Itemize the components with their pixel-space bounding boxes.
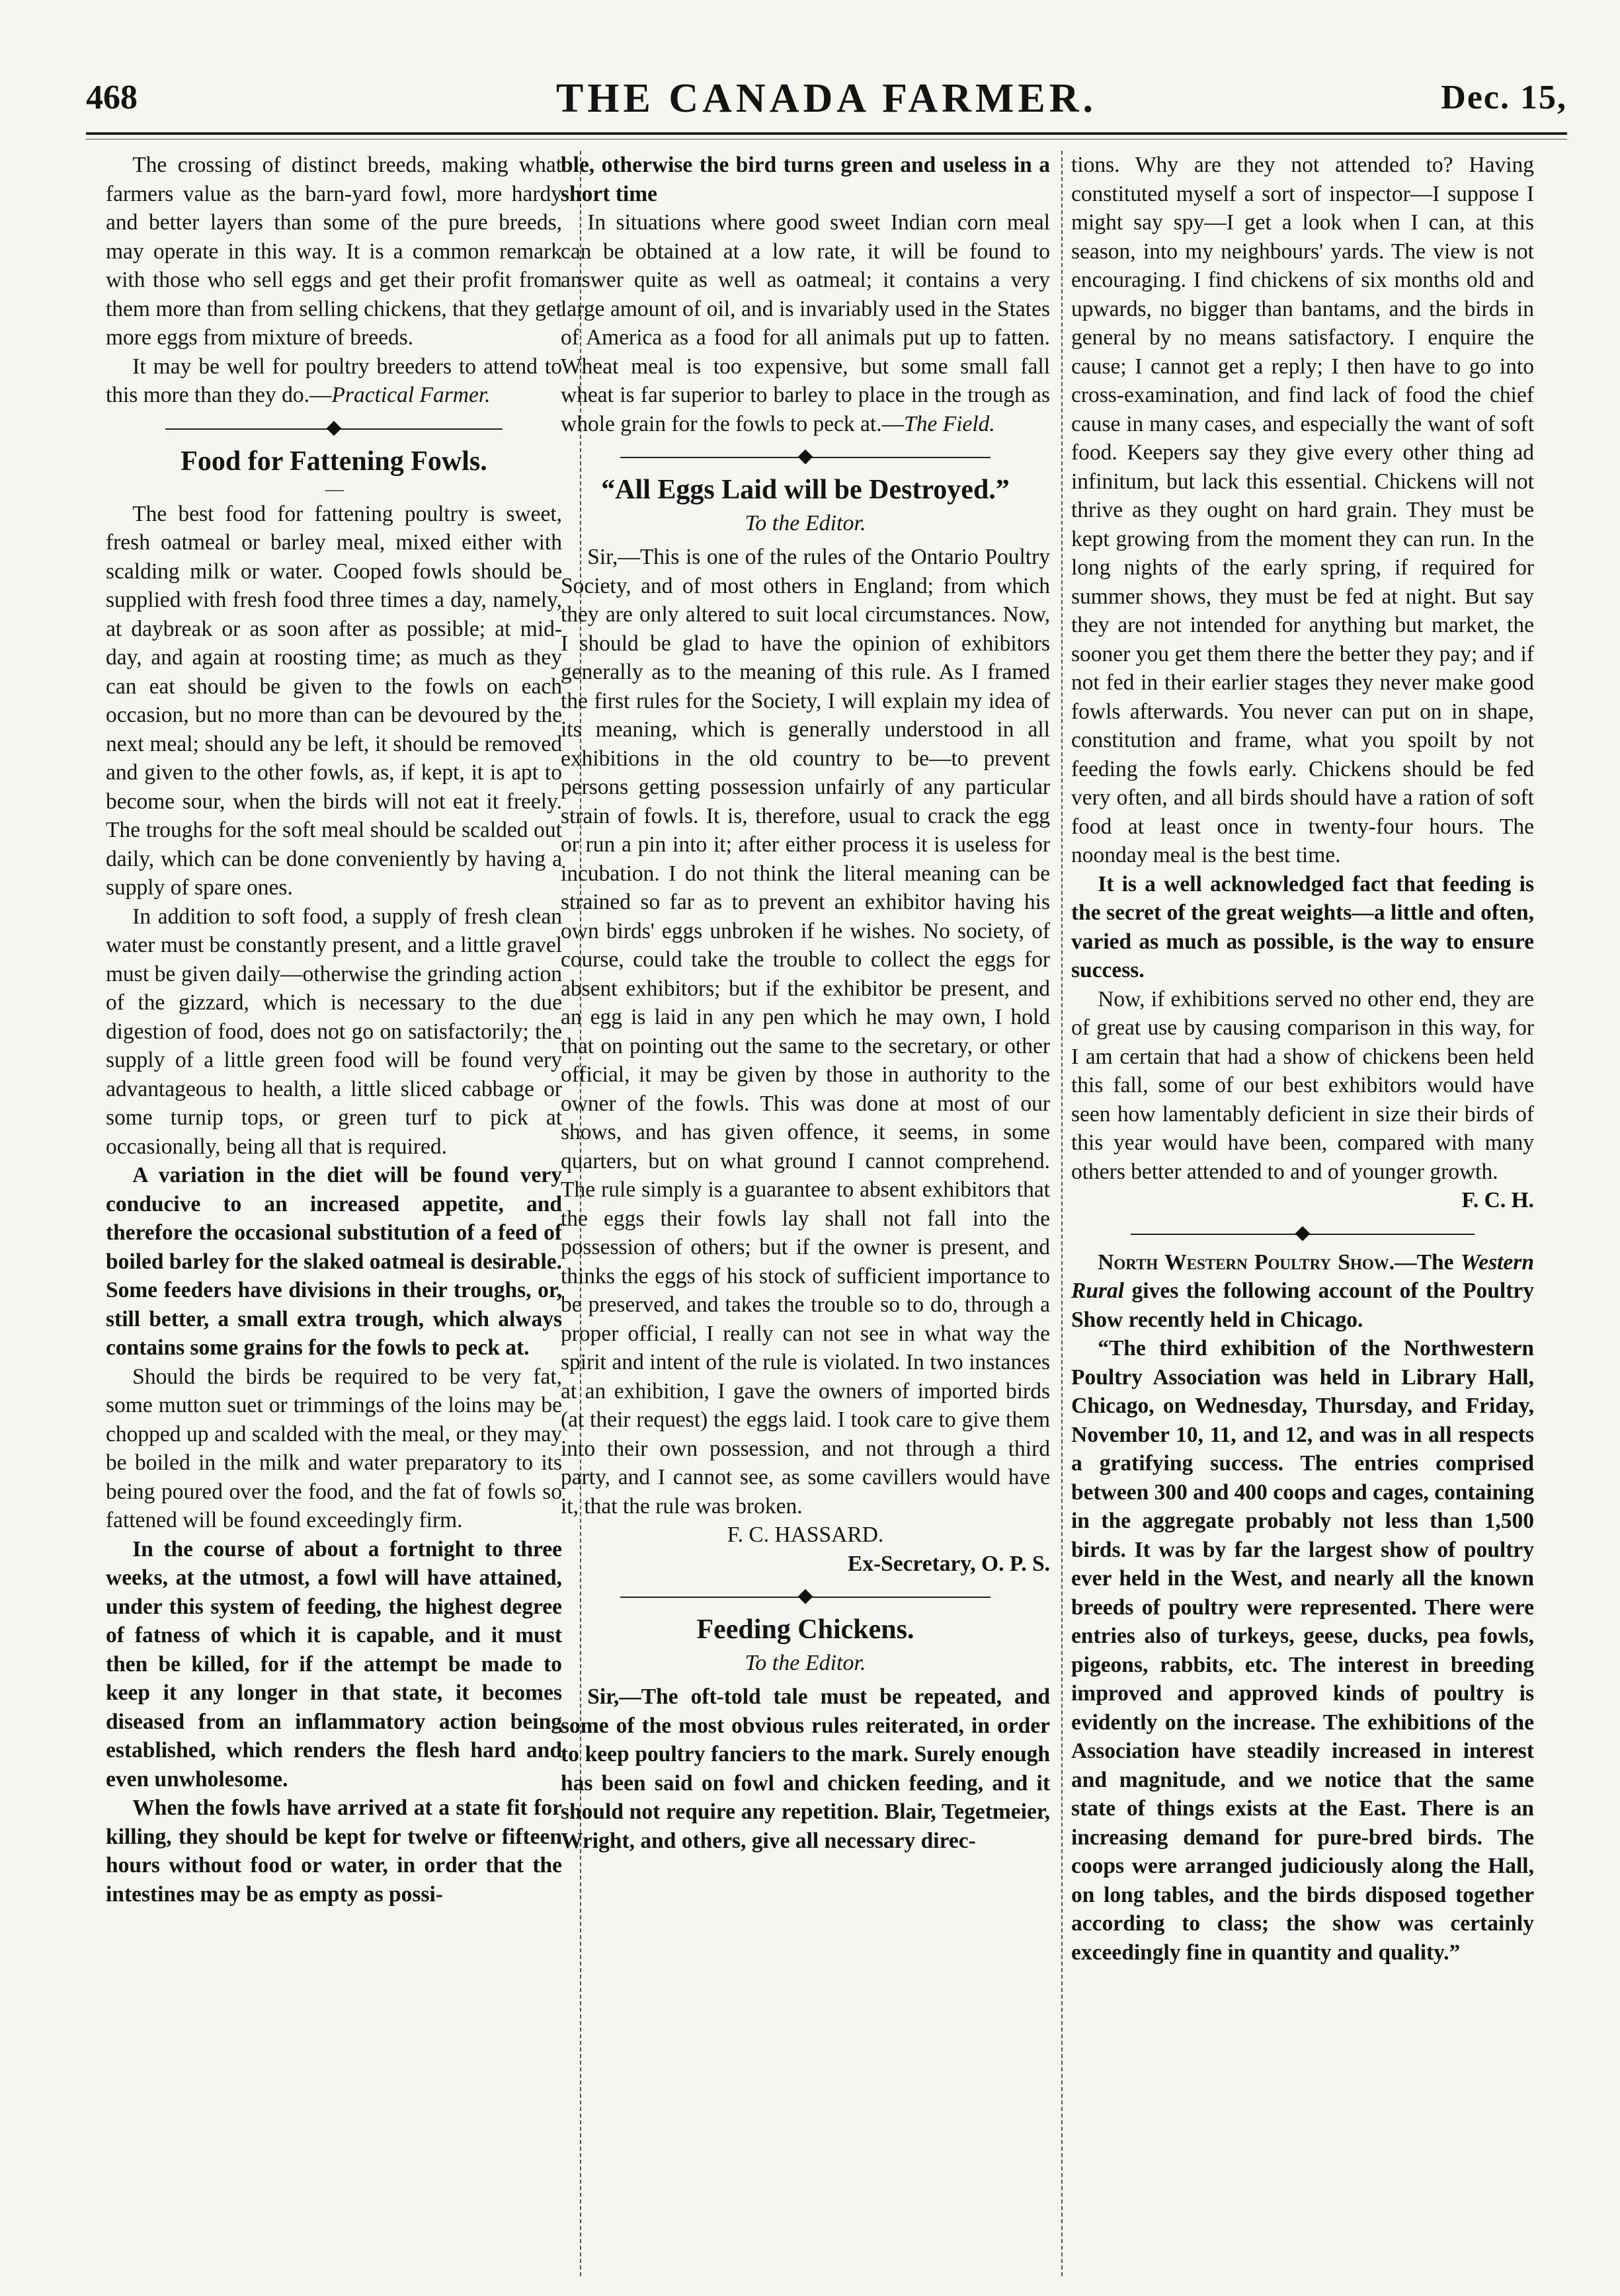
paragraph: The crossing of distinct breeds, making what farmers value as the barn-yard fowl, more hardy and better layers than some of the pure breeds, may operate in this way. It is a common remark with those who sell eggs and get their profit from them more than from selling chickens, that they get more eggs from mixture of breeds.	[106, 153, 562, 350]
column-3	[1071, 151, 1534, 2276]
paragraph: Should the birds be required to be very fat, some mutton suet or trimmings of the loins may be chopped up and scalded with the meal, or they may be boiled in the milk and water preparatory to its being poured over the food, and the fat of fowls so fattened will be found exceedingly firm.	[106, 1364, 562, 1532]
citation: The Field.	[904, 411, 995, 436]
citation: Practical Farmer.	[331, 383, 491, 407]
paragraph: tions. Why are they not attended to? Having constituted myself a sort of inspector—I suppose I might say spy—I get a look when I can, at this season, into my neighbours' yards. The view is not encouraging. I find chickens of six months old and upwards, no bigger than bantams, and the birds in general by no means satisfactory. I enquire the cause; I cannot get a reply; I then have to go into cross-examination, and find lack of food the chief cause in many cases, and especially the want of soft food. Keepers say they give every other thing ad infinitum, but lack this essential. Chickens will not thrive as they ought on hard grain. They must be kept growing from the moment they can run. In the long nights of the early spring, if required for summer shows, they must be fed at night. But say they are not intended for anything but market, the sooner you get them there the better they pay; and if not fed in their earlier stages they never make good fowls afterwards. You never can put on in shape, constitution and frame, what you spoilt by not feeding the fowls early. Chickens should be fed very often, and all birds should have a ration of soft food at least once in twenty-four hours. The noonday meal is the best time.	[1071, 153, 1534, 867]
section-ornament	[561, 1590, 1050, 1604]
article-heading: “All Eggs Laid will be Destroyed.”	[601, 475, 1010, 505]
paragraph: The best food for fattening poultry is sweet, fresh oatmeal or barley meal, mixed either with scalding milk or water. Cooped fowls should be supplied with fresh food three times a day, namely, at daybreak or as soon after as possible; at mid-day, and again at roosting time; as much as they can eat should be given to the fowls on each occasion, but no more than can be devoured by the next meal; should any be left, it should be removed and given to the other fowls, as, if kept, it is apt to become sour, when the birds will not eat it freely. The troughs for the soft meal should be scalded out daily, which can be done conveniently by having a supply of spare ones.	[106, 501, 562, 900]
section-ornament	[1071, 1227, 1534, 1242]
heading-dash: —	[325, 479, 343, 500]
article-subheading: To the Editor.	[745, 1651, 866, 1675]
letter-signature-title: Ex-Secretary, O. P. S.	[847, 1551, 1050, 1576]
article-subheading: To the Editor.	[745, 511, 866, 535]
column-2	[561, 151, 1050, 2276]
letter-body: Sir,—This is one of the rules of the Ontario Poultry Society, and of most others in England; from which they are only altered to suit local circumstances. Now, I should be glad to have the opinion of exhibitors generally as to the meaning of this rule. As I framed the first rules for the Society, I will explain my idea of its meaning, which is generally understood in all exhibitions in the old country to be—to prevent persons getting possession unfairly of any particular strain of fowls. It is, therefore, usual to crack the egg or run a pin into it; after either process it is useless for incubation. I do not think the literal meaning can be strained so far as to prevent an exhibitor having his own birds' eggs unbroken if he wishes. No society, of course, could take the trouble to collect the eggs for absent exhibitors; but if the exhibitor be present, and an egg is laid in any pen which he may own, I hold that on pointing out the same to the secretary, or other official, it may be given by those in authority to the owner of the fowls. This was done at most of our shows, and has given offence, it seems, in some quarters, but on what ground I cannot comprehend. The rule simply is a guarantee to absent exhibitors that the eggs their fowls lay shall not fall into the possession of others; but if the owner is present, and thinks the eggs of his stock of sufficient importance to be preserved, and takes the trouble so to do, through a proper official, I really can not see in what way the spirit and intent of the rule is violated. In two instances at an exhibition, I gave the owners of imported birds (at their request) the eggs laid. I took care to give them into their own possession, and not through a third party, and I cannot see, as some cavillers would have it, that the rule was broken.	[561, 545, 1050, 1519]
page-number: 468	[86, 79, 138, 116]
letter-signature: F. C. HASSARD.	[727, 1523, 884, 1547]
paragraph: In addition to soft food, a supply of fresh clean water must be constantly present, and a little gravel must be given daily—otherwise the grinding action of the gizzard, which is necessary to the due digestion of food, does not go on satisfactorily; the supply of a little green food will be found very advantageous to health, a little sliced cabbage or some turnip tops, or green turf to pick at occasionally, being all that is required.	[106, 904, 562, 1159]
letter-signature: F. C. H.	[1461, 1188, 1534, 1212]
quoted-report: “The third exhibition of the Northwestern Poultry Association was held in Library Hall, Chicago, on Wednesday, Thursday, and Friday, November 10, 11, and 12, and was in all respects a gratifying success. The entries comprised between 300 and 400 coops and cages, containing in the aggregate probably not less than 1,500 birds. It was by far the largest show of poultry ever held in the West, and nearly all the known breeds of poultry were represented. There were entries also of turkeys, geese, ducks, pea fowls, pigeons, rabbits, etc. The interest in breeding improved and approved kinds of poultry is evidently on the increase. The exhibitions of the Association have steadily increased in interest and magnitude, and we notice that the same state of things exists at the East. There is an increasing demand for pure-bred birds. The coops were arranged judiciously along the Hall, on long tables, and the birds disposed together according to class; the show was certainly exceedingly fine in quantity and quality.”	[1071, 1336, 1534, 1965]
item-lead: North Western Poultry Show.	[1098, 1249, 1395, 1275]
letter-body: Sir,—The oft-told tale must be repeated, and some of the most obvious rules reiterated, in order to keep poultry fanciers to the mark. Surely enough has been said on fowl and chicken feeding, and it should not require any repetition. Blair, Tegetmeier, Wright, and others, give all necessary direc-	[561, 1684, 1050, 1853]
paragraph: North Western Poultry Show.—The Western Rural gives the following account of the Poultry Show recently held in Chicago.	[1071, 1249, 1534, 1332]
citation: Western Rural	[1071, 1249, 1534, 1303]
paragraph-text: In situations where good sweet Indian corn meal can be obtained at a low rate, it will be found to answer quite as well as oatmeal; it contains a very large amount of oil, and is invariably used in the States of America as a food for all animals put up to fatten. Wheat meal is too expensive, but some small fall wheat is far superior to barley to place in the trough as whole grain for the fowls to peck at.—	[561, 210, 1050, 436]
header-rule	[86, 132, 1567, 135]
masthead	[86, 78, 1567, 131]
paragraph: It is a well acknowledged fact that feeding is the secret of the great weights—a little and often, varied as much as possible, is the way to ensure success.	[1071, 871, 1534, 982]
column-1	[106, 151, 562, 2276]
section-ornament	[561, 450, 1050, 465]
article-heading: Food for Fattening Fowls.	[181, 446, 487, 477]
paragraph: When the fowls have arrived at a state fit for killing, they should be kept for twelve or fifteen hours without food or water, in order that the intestines may be as empty as possi-	[106, 1796, 562, 1907]
paragraph	[561, 208, 1050, 438]
section-ornament	[106, 422, 562, 436]
column-divider	[1061, 151, 1063, 2276]
article-heading: Feeding Chickens.	[696, 1614, 914, 1645]
paragraph: In the course of about a fortnight to three weeks, at the utmost, a fowl will have attained, under this system of feeding, the highest degree of fatness of which it is capable, and it must then be killed, for if the attempt be made to keep it any longer in that state, it becomes diseased from an inflammatory action being established, which renders the flesh hard and even unwholesome.	[106, 1536, 562, 1792]
paragraph: ble, otherwise the bird turns green and useless in a short time	[561, 153, 1050, 206]
paragraph	[106, 352, 562, 410]
issue-date: Dec. 15,	[1441, 79, 1567, 116]
paragraph: Now, if exhibitions served no other end, they are of great use by causing comparison in this way, for I am certain that had a show of chickens been held this fall, some of our best exhibitors would have seen how lamentably deficient in size their birds of this year would have been, compared with many others better attended to and of younger growth.	[1071, 986, 1534, 1184]
paragraph: A variation in the diet will be found very conducive to an increased appetite, and therefore the occasional substitution of a feed of boiled barley for the slaked oatmeal is desirable. Some feeders have divisions in their troughs, or, still better, a small extra trough, which always contains some grains for the fowls to peck at.	[106, 1163, 562, 1360]
newspaper-title: THE CANADA FARMER.	[555, 76, 1098, 121]
paragraph-text: It may be well for poultry breeders to attend to this more than they do.—	[106, 354, 562, 407]
